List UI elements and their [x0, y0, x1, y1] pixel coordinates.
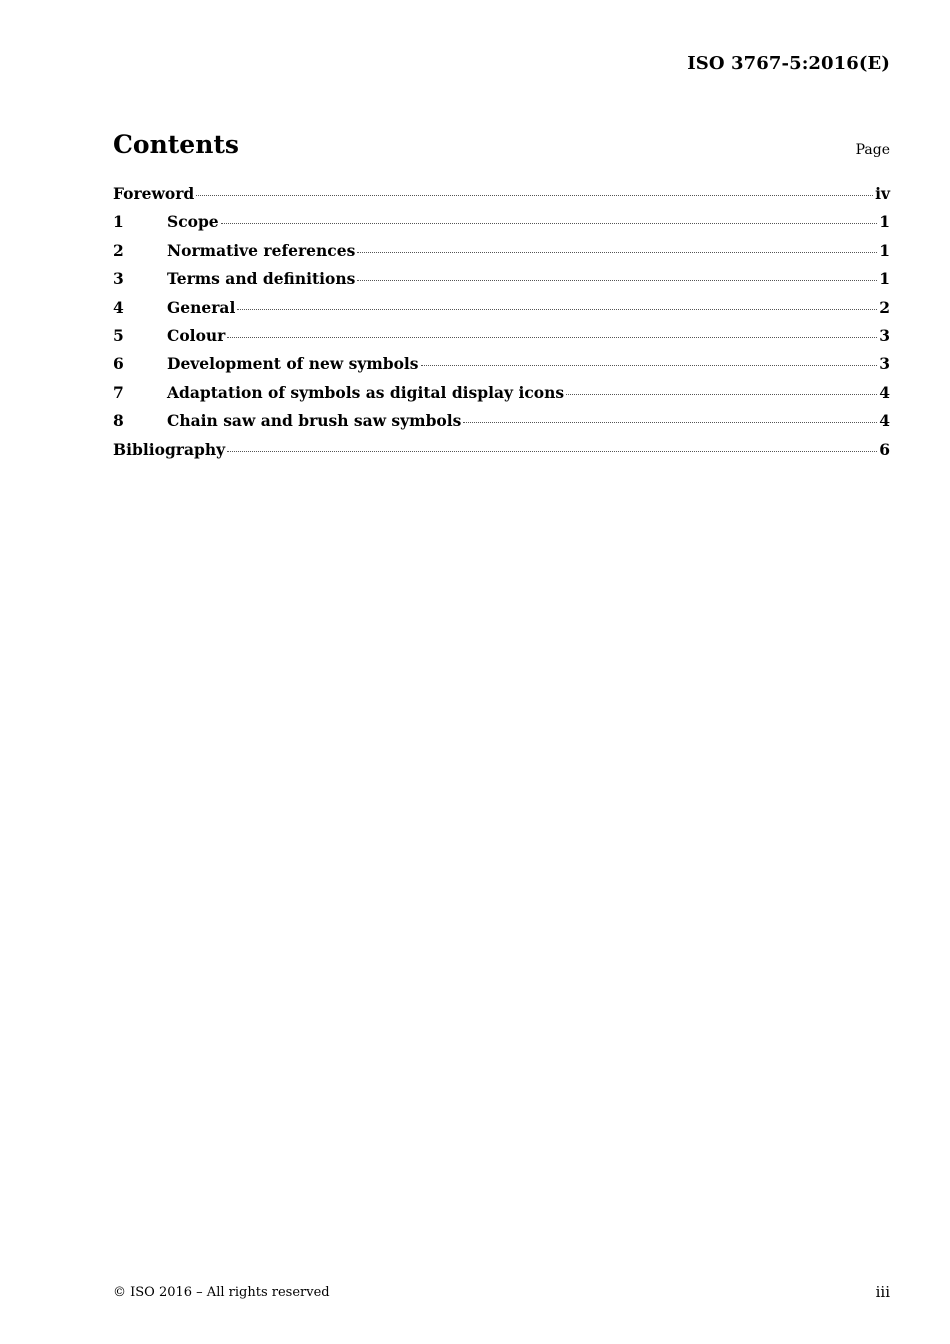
toc-entry-chain-saw-and-brush-saw-symbols[interactable] — [113, 411, 890, 439]
toc-entry-number: 2 — [113, 240, 124, 260]
toc-entry-title: Bibliography — [113, 439, 226, 459]
toc-dot-leader — [566, 394, 877, 395]
toc-entry-page: 1 — [879, 212, 890, 232]
toc-entry-page: 1 — [879, 269, 890, 289]
toc-dot-leader — [357, 252, 877, 253]
toc-entry-page: 4 — [879, 411, 890, 431]
toc-entry-number: 4 — [113, 297, 124, 317]
toc-dot-leader — [237, 309, 877, 310]
toc-entry-title: Colour — [167, 325, 226, 345]
toc-dot-leader — [221, 223, 878, 224]
toc-entry-title: General — [167, 297, 236, 317]
toc-entry-general[interactable] — [113, 298, 890, 326]
toc-entry-page: 1 — [879, 240, 890, 260]
toc-entry-colour[interactable] — [113, 326, 890, 354]
toc-entry-page: 3 — [879, 354, 890, 374]
toc-entry-number: 7 — [113, 382, 124, 402]
toc-entry-development-of-new-symbols[interactable] — [113, 354, 890, 382]
toc-header — [113, 130, 890, 170]
document-id: ISO 3767-5:2016(E) — [687, 53, 890, 74]
toc-dot-leader — [357, 280, 877, 281]
toc-entry-terms-and-definitions[interactable] — [113, 269, 890, 297]
toc-entry-title: Scope — [167, 212, 219, 232]
toc-entry-number: 5 — [113, 325, 124, 345]
toc-entry-page: 2 — [879, 297, 890, 317]
toc-entry-number: 8 — [113, 411, 124, 431]
toc-entry-title: Normative references — [167, 240, 356, 260]
toc-entry-title: Development of new symbols — [167, 354, 419, 374]
toc-entry-title: Chain saw and brush saw symbols — [167, 411, 462, 431]
toc-entry-scope[interactable] — [113, 212, 890, 240]
toc-entry-normative-references[interactable] — [113, 241, 890, 269]
toc-dot-leader — [196, 195, 873, 196]
toc-entry-title: Foreword — [113, 184, 195, 203]
toc-entry-adaptation-of-symbols[interactable] — [113, 383, 890, 411]
page-title: Contents — [113, 130, 240, 159]
toc-dot-leader — [227, 337, 877, 338]
table-of-contents — [113, 184, 890, 468]
toc-dot-leader — [421, 365, 878, 366]
footer-copyright: © ISO 2016 – All rights reserved — [113, 1285, 330, 1300]
toc-entry-page: iv — [875, 184, 890, 203]
toc-dot-leader — [227, 451, 877, 452]
toc-entry-number: 6 — [113, 354, 124, 374]
toc-entry-title: Adaptation of symbols as digital display icons — [167, 382, 565, 402]
toc-entry-number: 1 — [113, 212, 124, 232]
toc-entry-foreword[interactable] — [113, 184, 890, 212]
toc-entry-title: Terms and definitions — [167, 269, 356, 289]
toc-entry-page: 4 — [879, 382, 890, 402]
toc-entry-bibliography[interactable] — [113, 440, 890, 468]
toc-dot-leader — [463, 422, 877, 423]
footer-page-number: iii — [875, 1283, 890, 1301]
toc-entry-number: 3 — [113, 269, 124, 289]
page-column-label: Page — [855, 142, 890, 158]
toc-entry-page: 6 — [879, 439, 890, 459]
toc-entry-page: 3 — [879, 325, 890, 345]
